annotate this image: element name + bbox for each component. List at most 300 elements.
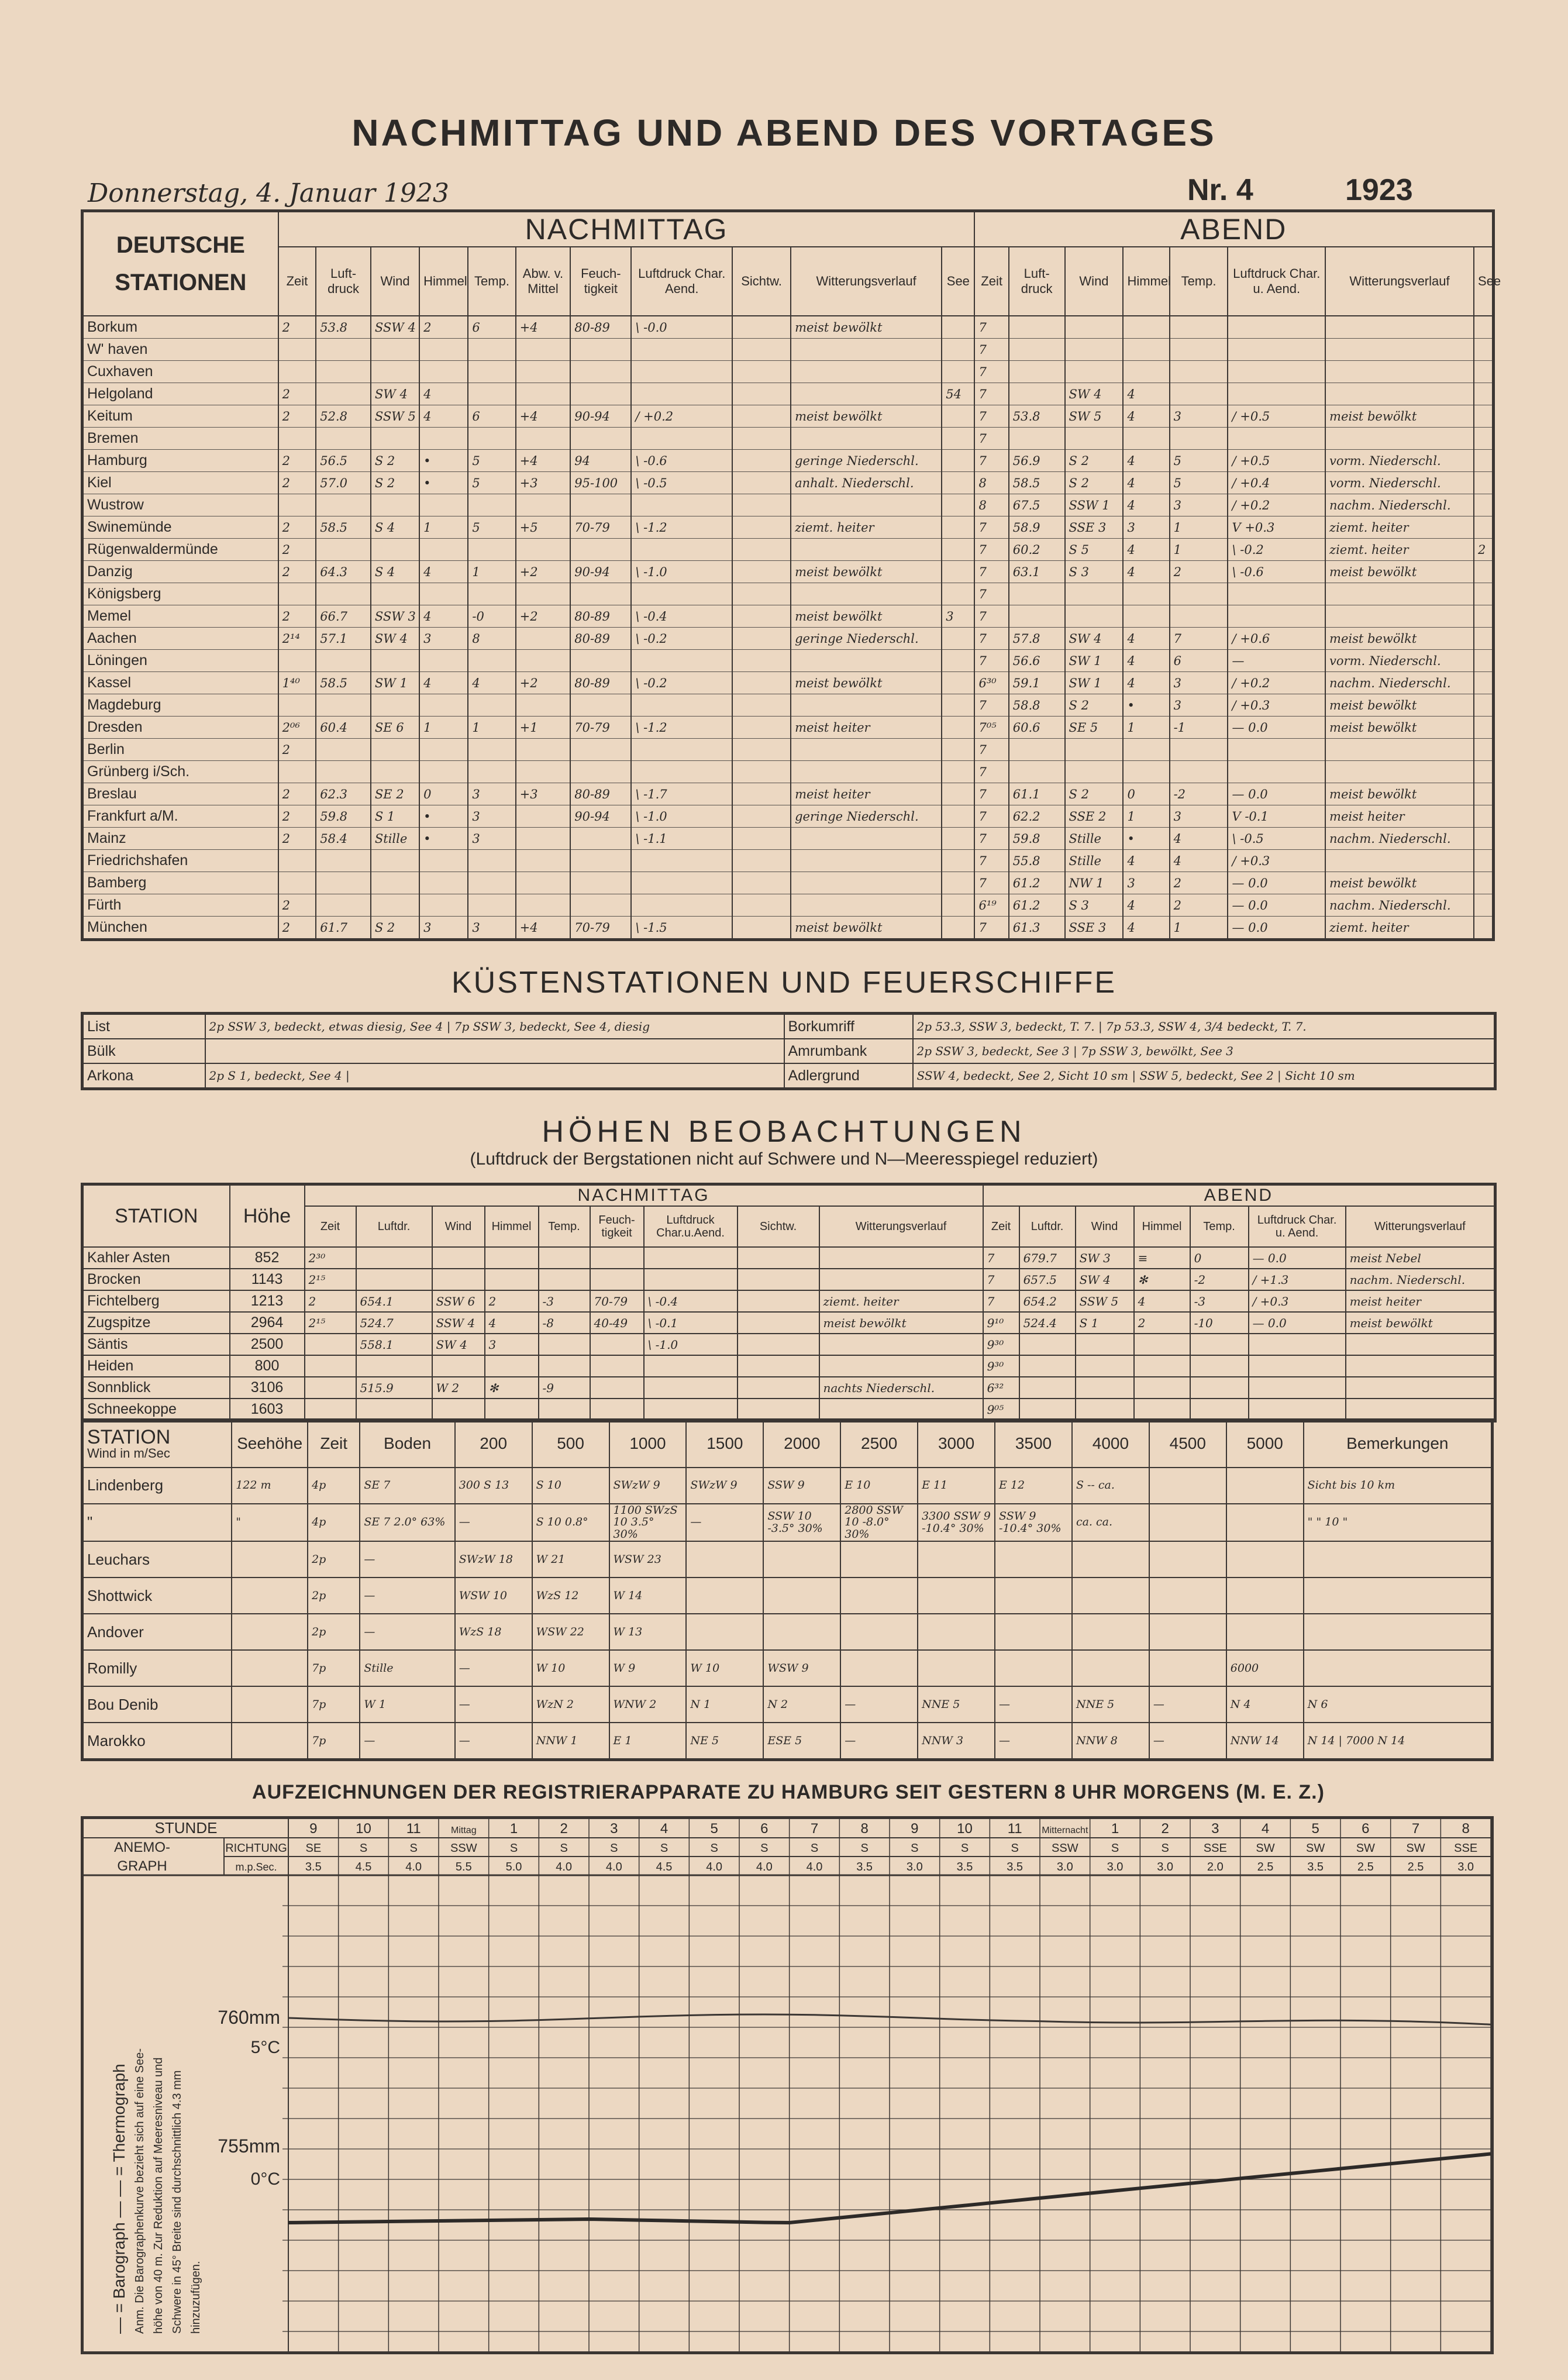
- nachmittag-cell: meist bewölkt: [791, 917, 942, 940]
- abend-cell: [1474, 339, 1493, 361]
- nachmittag-cell: [732, 583, 791, 605]
- abend-cell: 1: [1123, 717, 1169, 739]
- abend-cell: S 2: [1065, 450, 1124, 472]
- hoehen-nm-col-header: Luftdruck Char.u.Aend.: [644, 1206, 738, 1247]
- station-row: [82, 650, 1494, 672]
- abend-cell: 4: [1170, 828, 1228, 850]
- nachmittag-cell: [732, 717, 791, 739]
- nachmittag-cell: [942, 672, 974, 694]
- hoehen-nm-cell: [356, 1355, 432, 1377]
- nachmittag-cell: [516, 539, 571, 561]
- nachmittag-cell: [371, 428, 419, 450]
- abend-cell: ziemt. heiter: [1325, 516, 1474, 539]
- nachmittag-cell: [316, 739, 371, 761]
- abend-cell: [1123, 316, 1169, 339]
- nachmittag-cell: [371, 583, 419, 605]
- abend-cell: meist bewölkt: [1325, 717, 1474, 739]
- nachmittag-cell: SSW 3: [371, 605, 419, 628]
- hoehen-nm-cell: [356, 1399, 432, 1421]
- richtung-value: SE: [305, 1842, 322, 1855]
- nachmittag-cell: 62.3: [316, 783, 371, 805]
- nachmittag-cell: [516, 694, 571, 717]
- nachmittag-cell: [316, 494, 371, 516]
- abend-cell: / +0.2: [1228, 494, 1325, 516]
- speed-value: 3.5: [856, 1861, 873, 1873]
- nachmittag-cell: [732, 850, 791, 872]
- hoehen-nm-col-header: Wind: [432, 1206, 485, 1247]
- hoehen-ab-col-header: Zeit: [983, 1206, 1019, 1247]
- nachmittag-cell: \ -1.2: [631, 717, 732, 739]
- abend-cell: [1474, 850, 1493, 872]
- nachmittag-cell: 95-100: [570, 472, 631, 494]
- abend-cell: [1009, 761, 1065, 783]
- abend-cell: 1: [1170, 516, 1228, 539]
- nachmittag-cell: meist bewölkt: [791, 605, 942, 628]
- nachmittag-cell: [570, 850, 631, 872]
- hoehen-nm-cell: [590, 1355, 644, 1377]
- abend-cell: 59.8: [1009, 828, 1065, 850]
- abend-cell: [1065, 739, 1124, 761]
- hoehen-nm-cell: [738, 1334, 819, 1355]
- station-name: Breslau: [82, 783, 278, 805]
- abend-cell: SW 1: [1065, 672, 1124, 694]
- nachmittag-cell: [631, 850, 732, 872]
- abend-cell: [1009, 361, 1065, 383]
- station-name: Dresden: [82, 717, 278, 739]
- nachmittag-cell: \ -0.2: [631, 672, 732, 694]
- abend-cell: 7: [974, 805, 1008, 828]
- abend-cell: 56.9: [1009, 450, 1065, 472]
- station-row: [82, 516, 1494, 539]
- nachmittag-cell: [278, 694, 316, 717]
- hoehen-hoehe: 1143: [230, 1269, 305, 1290]
- abend-cell: meist bewölkt: [1325, 783, 1474, 805]
- abend-cell: 3: [1170, 805, 1228, 828]
- abend-cell: 7: [974, 561, 1008, 583]
- station-name: Löningen: [82, 650, 278, 672]
- nachmittag-cell: [942, 894, 974, 917]
- wind-cell: [918, 1614, 995, 1650]
- station-row: [82, 428, 1494, 450]
- wind-cell: SSW 10 -3.5° 30%: [763, 1504, 840, 1542]
- wind-col-header: 2500: [840, 1420, 918, 1468]
- abend-cell: —: [1228, 650, 1325, 672]
- abend-cell: meist bewölkt: [1325, 872, 1474, 894]
- hoehen-row: [82, 1377, 1495, 1399]
- station-name: Rügenwaldermünde: [82, 539, 278, 561]
- abend-cell: ziemt. heiter: [1325, 539, 1474, 561]
- graph-side-note: — = Barograph — — = Thermograph: [110, 2064, 128, 2334]
- hoehen-ab-cell: / +0.3: [1249, 1290, 1346, 1312]
- wind-cell: WSW 9: [763, 1650, 840, 1686]
- wind-cell: SWzW 9: [686, 1468, 763, 1504]
- abend-cell: [1170, 361, 1228, 383]
- hour-label: 1: [509, 1821, 518, 1837]
- wind-cell: [1226, 1541, 1304, 1578]
- wind-cell: S 10 0.8°: [532, 1504, 609, 1542]
- nachmittag-cell: [732, 739, 791, 761]
- abend-cell: \ -0.2: [1228, 539, 1325, 561]
- abend-cell: [1325, 339, 1474, 361]
- nachmittag-cell: 3: [468, 783, 515, 805]
- nachmittag-cell: [371, 339, 419, 361]
- nachmittag-cell: [732, 405, 791, 428]
- wind-cell: " " 10 ": [1304, 1504, 1493, 1542]
- hoehen-ab-cell: [1346, 1399, 1495, 1421]
- station-row: [82, 872, 1494, 894]
- nachmittag-cell: meist heiter: [791, 717, 942, 739]
- nachmittag-cell: [631, 872, 732, 894]
- hoehen-table: [81, 1183, 1497, 1423]
- abend-cell: [1170, 428, 1228, 450]
- wind-col-header: 1000: [609, 1420, 687, 1468]
- richtung-value: S: [610, 1842, 618, 1855]
- pressure-755-label: 755mm: [218, 2136, 280, 2157]
- station-row: [82, 672, 1494, 694]
- nachmittag-cell: S 4: [371, 516, 419, 539]
- hoehen-ab-cell: [1076, 1334, 1134, 1355]
- nachmittag-cell: [732, 783, 791, 805]
- nachmittag-cell: [942, 494, 974, 516]
- nachmittag-cell: [631, 383, 732, 405]
- nachmittag-cell: [631, 583, 732, 605]
- hoehen-ab-cell: SW 3: [1076, 1247, 1134, 1269]
- abend-cell: [1009, 339, 1065, 361]
- nachmittag-cell: 2: [419, 316, 468, 339]
- nachmittag-cell: [631, 539, 732, 561]
- hoehen-ab-cell: nachm. Niederschl.: [1346, 1269, 1495, 1290]
- nachmittag-cell: [942, 761, 974, 783]
- wind-col-header: 200: [455, 1420, 532, 1468]
- nachmittag-cell: [316, 894, 371, 917]
- station-row: [82, 316, 1494, 339]
- nachmittag-cell: [316, 694, 371, 717]
- wind-station-name: ": [82, 1504, 232, 1542]
- abend-cell: S 2: [1065, 783, 1124, 805]
- station-row: [82, 805, 1494, 828]
- richtung-value: S: [1011, 1842, 1019, 1855]
- hoehen-ab-cell: [1134, 1377, 1190, 1399]
- hoehen-nm-cell: [644, 1399, 738, 1421]
- nachmittag-cell: [942, 472, 974, 494]
- nachmittag-cell: [316, 850, 371, 872]
- speed-value: 4.0: [556, 1861, 573, 1873]
- wind-col-header: Seehöhe: [232, 1420, 308, 1468]
- abend-cell: nachm. Niederschl.: [1325, 828, 1474, 850]
- nachmittag-cell: [942, 516, 974, 539]
- hoehen-hoehe: 2964: [230, 1312, 305, 1334]
- hoehen-ab-cell: [1190, 1399, 1249, 1421]
- nachmittag-cell: [278, 494, 316, 516]
- kuesten-station-left: Bülk: [82, 1039, 205, 1063]
- hoehen-ab-cell: 524.4: [1019, 1312, 1076, 1334]
- nachmittag-col-header: Zeit: [278, 247, 316, 316]
- nachmittag-cell: SW 1: [371, 672, 419, 694]
- hour-label: 4: [660, 1821, 668, 1837]
- nachmittag-cell: [419, 428, 468, 450]
- nachmittag-cell: 80-89: [570, 605, 631, 628]
- richtung-label: RICHTUNG: [225, 1842, 287, 1855]
- hoehen-nachmittag-header: NACHMITTAG: [305, 1184, 983, 1207]
- nachmittag-cell: [732, 316, 791, 339]
- nachmittag-cell: [316, 361, 371, 383]
- nachmittag-cell: [516, 339, 571, 361]
- abend-cell: 7: [974, 739, 1008, 761]
- abend-cell: [1170, 339, 1228, 361]
- kuesten-station-left: List: [82, 1014, 205, 1039]
- hoehen-nm-cell: [590, 1247, 644, 1269]
- nachmittag-cell: S 4: [371, 561, 419, 583]
- hour-label: 7: [1411, 1821, 1420, 1837]
- hoehen-ab-cell: -10: [1190, 1312, 1249, 1334]
- nachmittag-cell: [732, 494, 791, 516]
- nachmittag-cell: 2: [278, 828, 316, 850]
- wind-station-name: Andover: [82, 1614, 232, 1650]
- nachmittag-cell: [631, 894, 732, 917]
- hoehen-ab-col-header: Himmel: [1134, 1206, 1190, 1247]
- nachmittag-cell: 2¹⁴: [278, 628, 316, 650]
- wind-cell: W 10: [686, 1650, 763, 1686]
- wind-cell: WzS 18: [455, 1614, 532, 1650]
- wind-cell: [840, 1578, 918, 1614]
- nachmittag-cell: [631, 494, 732, 516]
- hoehen-nm-cell: SSW 4: [432, 1312, 485, 1334]
- nachmittag-cell: [371, 894, 419, 917]
- abend-cell: 2: [1170, 894, 1228, 917]
- wind-cell: [686, 1614, 763, 1650]
- nachmittag-cell: [732, 917, 791, 940]
- hoehen-nm-cell: nachts Niederschl.: [819, 1377, 983, 1399]
- nachmittag-cell: [791, 494, 942, 516]
- wind-cell: E 10: [840, 1468, 918, 1504]
- station-name: Keitum: [82, 405, 278, 428]
- nachmittag-cell: 4: [419, 383, 468, 405]
- abend-cell: 1: [1170, 539, 1228, 561]
- station-name: W' haven: [82, 339, 278, 361]
- station-row: [82, 494, 1494, 516]
- station-row: [82, 561, 1494, 583]
- abend-cell: [1325, 583, 1474, 605]
- wind-cell: 7p: [308, 1650, 360, 1686]
- abend-cell: 4: [1170, 850, 1228, 872]
- nachmittag-cell: [278, 850, 316, 872]
- wind-cell: [995, 1541, 1072, 1578]
- speed-value: 4.0: [605, 1861, 622, 1873]
- hoehen-nm-cell: 2¹⁵: [305, 1312, 356, 1334]
- nachmittag-cell: 6: [468, 316, 515, 339]
- abend-cell: — 0.0: [1228, 783, 1325, 805]
- nachmittag-cell: [791, 650, 942, 672]
- wind-cell: [1226, 1504, 1304, 1542]
- abend-cell: [1065, 316, 1124, 339]
- hoehen-nm-cell: [539, 1269, 590, 1290]
- abend-cell: [1325, 428, 1474, 450]
- nachmittag-cell: [419, 339, 468, 361]
- nachmittag-cell: [316, 872, 371, 894]
- nachmittag-cell: [570, 539, 631, 561]
- abend-cell: [1325, 761, 1474, 783]
- station-name: Hamburg: [82, 450, 278, 472]
- nachmittag-cell: 2: [278, 605, 316, 628]
- wind-cell: [1226, 1578, 1304, 1614]
- nachmittag-cell: [371, 872, 419, 894]
- hoehen-ab-cell: [1346, 1377, 1495, 1399]
- nachmittag-cell: +4: [516, 405, 571, 428]
- abend-cell: 7: [974, 761, 1008, 783]
- abend-cell: [1228, 428, 1325, 450]
- nachmittag-cell: \ -0.5: [631, 472, 732, 494]
- hoehen-hoehe-header: Höhe: [230, 1184, 305, 1248]
- wind-cell: N 2: [763, 1686, 840, 1723]
- nachmittag-cell: meist bewölkt: [791, 316, 942, 339]
- wind-cell: —: [995, 1686, 1072, 1723]
- speed-value: 2.5: [1257, 1861, 1274, 1873]
- kuesten-row: [82, 1039, 1495, 1063]
- abend-cell: / +0.5: [1228, 405, 1325, 428]
- hoehen-ab-cell: 4: [1134, 1290, 1190, 1312]
- abend-cell: [1009, 383, 1065, 405]
- wind-col-header: 5000: [1226, 1420, 1304, 1468]
- station-name: Wustrow: [82, 494, 278, 516]
- abend-cell: meist heiter: [1325, 805, 1474, 828]
- hoehen-nm-cell: [485, 1399, 539, 1421]
- nachmittag-cell: [468, 761, 515, 783]
- nachmittag-cell: [371, 761, 419, 783]
- nachmittag-cell: 94: [570, 450, 631, 472]
- abend-cell: / +0.4: [1228, 472, 1325, 494]
- abend-cell: 4: [1123, 917, 1169, 940]
- nachmittag-cell: [468, 694, 515, 717]
- wind-cell: 122 m: [232, 1468, 308, 1504]
- nachmittag-cell: [316, 650, 371, 672]
- nachmittag-cell: [419, 494, 468, 516]
- abend-cell: [1228, 605, 1325, 628]
- mps-label: m.p.Sec.: [235, 1861, 277, 1873]
- nachmittag-cell: 70-79: [570, 516, 631, 539]
- hoehen-nm-cell: [539, 1247, 590, 1269]
- hoehen-nm-cell: 515.9: [356, 1377, 432, 1399]
- nachmittag-cell: [631, 361, 732, 383]
- hoehen-subtitle: (Luftdruck der Bergstationen nicht auf Schwere und N—Meeresspiegel reduziert): [470, 1149, 1098, 1169]
- wind-cell: E 12: [995, 1468, 1072, 1504]
- hoehen-ab-cell: ≡: [1134, 1247, 1190, 1269]
- abend-cell: 62.2: [1009, 805, 1065, 828]
- wind-cell: —: [1149, 1686, 1226, 1723]
- wind-cell: Stille: [360, 1650, 454, 1686]
- abend-cell: 4: [1123, 405, 1169, 428]
- hoehen-ab-cell: 9¹⁰: [983, 1312, 1019, 1334]
- wind-cell: —: [455, 1650, 532, 1686]
- hoehen-station-name: Heiden: [82, 1355, 230, 1377]
- registrierapparate-title: AUFZEICHNUNGEN DER REGISTRIERAPPARATE ZU HAMBURG SEIT GESTERN 8 UHR MORGENS (M. E. Z.): [252, 1781, 1325, 1803]
- hoehen-nm-cell: 2: [485, 1290, 539, 1312]
- nachmittag-cell: [732, 383, 791, 405]
- nachmittag-cell: [791, 872, 942, 894]
- abend-cell: 61.2: [1009, 894, 1065, 917]
- abend-cell: [1228, 583, 1325, 605]
- hoehen-ab-cell: [1076, 1355, 1134, 1377]
- abend-cell: [1474, 583, 1493, 605]
- hour-label: 8: [1462, 1821, 1470, 1837]
- nachmittag-cell: [732, 894, 791, 917]
- abend-cell: 3: [1123, 516, 1169, 539]
- nachmittag-cell: [371, 494, 419, 516]
- registrier-graph: [81, 1816, 1494, 2354]
- wind-cell: [1149, 1468, 1226, 1504]
- hoehen-nm-cell: [305, 1355, 356, 1377]
- abend-cell: / +0.3: [1228, 850, 1325, 872]
- nachmittag-cell: [570, 894, 631, 917]
- hoehen-ab-cell: 9³⁰: [983, 1355, 1019, 1377]
- nachmittag-cell: 2: [278, 405, 316, 428]
- nachmittag-header: NACHMITTAG: [278, 211, 975, 247]
- hoehen-nm-cell: 654.1: [356, 1290, 432, 1312]
- abend-cell: 7: [974, 405, 1008, 428]
- hoehen-ab-cell: 9³⁰: [983, 1334, 1019, 1355]
- nachmittag-cell: [791, 383, 942, 405]
- hoehen-hoehe: 2500: [230, 1334, 305, 1355]
- abend-cell: 4: [1123, 850, 1169, 872]
- nachmittag-cell: 60.4: [316, 717, 371, 739]
- abend-header: ABEND: [974, 211, 1493, 247]
- nachmittag-cell: 58.4: [316, 828, 371, 850]
- nachmittag-cell: [468, 339, 515, 361]
- hoehen-nm-cell: [539, 1399, 590, 1421]
- hour-label: 4: [1261, 1821, 1270, 1837]
- wind-station-header: [82, 1420, 232, 1468]
- hoehen-nm-col-header: Sichtw.: [738, 1206, 819, 1247]
- nachmittag-cell: [570, 694, 631, 717]
- abend-cell: [1228, 383, 1325, 405]
- hoehen-station-header: STATION: [82, 1184, 230, 1248]
- nachmittag-cell: [732, 761, 791, 783]
- abend-cell: [1474, 628, 1493, 650]
- kuesten-row: [82, 1014, 1495, 1039]
- wind-cell: —: [360, 1541, 454, 1578]
- abend-cell: SW 4: [1065, 383, 1124, 405]
- nachmittag-cell: 5: [468, 450, 515, 472]
- speed-value: 4.0: [706, 1861, 723, 1873]
- station-name: Cuxhaven: [82, 361, 278, 383]
- nachmittag-cell: [732, 694, 791, 717]
- nachmittag-cell: SW 4: [371, 628, 419, 650]
- wind-cell: S -- ca.: [1072, 1468, 1149, 1504]
- nachmittag-cell: S 2: [371, 472, 419, 494]
- richtung-value: SSE: [1203, 1842, 1227, 1855]
- abend-cell: 2: [1170, 561, 1228, 583]
- station-name: Berlin: [82, 739, 278, 761]
- hoehen-nm-col-header: Himmel: [485, 1206, 539, 1247]
- abend-cell: 7: [974, 583, 1008, 605]
- nachmittag-cell: [419, 650, 468, 672]
- nachmittag-cell: \ -1.5: [631, 917, 732, 940]
- hoehen-nm-col-header: Zeit: [305, 1206, 356, 1247]
- abend-cell: NW 1: [1065, 872, 1124, 894]
- abend-cell: 61.1: [1009, 783, 1065, 805]
- wind-cell: NNW 8: [1072, 1723, 1149, 1760]
- abend-cell: [1170, 383, 1228, 405]
- nachmittag-cell: [278, 428, 316, 450]
- wind-cell: [232, 1578, 308, 1614]
- hoehen-ab-cell: [1134, 1334, 1190, 1355]
- nachmittag-cell: 4: [419, 605, 468, 628]
- abend-cell: [1065, 361, 1124, 383]
- nachmittag-cell: 80-89: [570, 783, 631, 805]
- nachmittag-cell: 2: [278, 472, 316, 494]
- wind-station-name: Leuchars: [82, 1541, 232, 1578]
- station-name: Helgoland: [82, 383, 278, 405]
- nachmittag-cell: [631, 339, 732, 361]
